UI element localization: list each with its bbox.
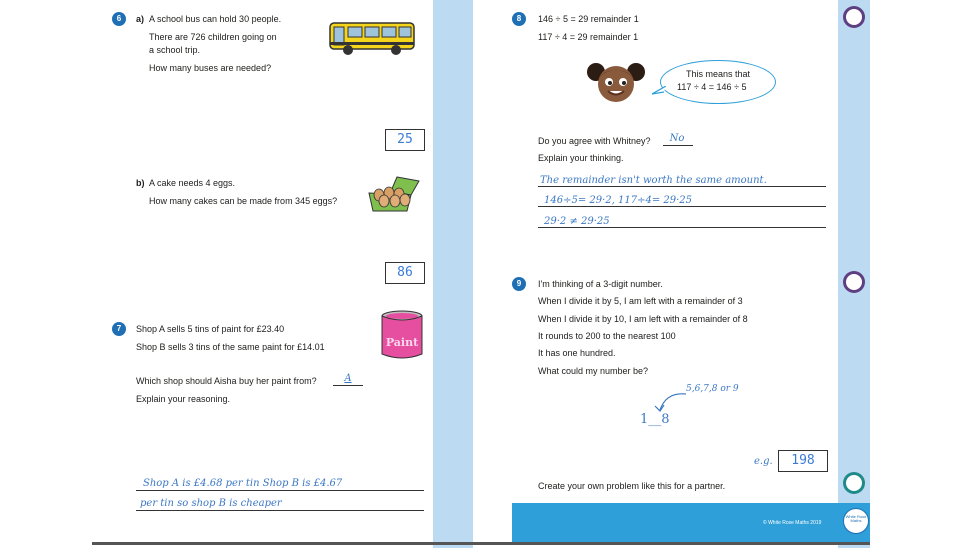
q8-answer[interactable]: No bbox=[669, 133, 685, 144]
q8-answer-rule2 bbox=[538, 206, 826, 207]
paint-tin-illustration bbox=[380, 310, 424, 362]
white-rose-logo-text: White Rose Maths bbox=[845, 514, 867, 523]
q6-a-label: a) bbox=[136, 14, 145, 24]
q7-line4: Explain your reasoning. bbox=[136, 394, 231, 404]
q9-hand-digits: 5,6,7,8 or 9 bbox=[686, 384, 739, 394]
speech-bubble-tail bbox=[652, 83, 666, 93]
q7-line2: Shop B sells 3 tins of the same paint for £14.01 bbox=[136, 342, 325, 352]
q9-answer-box[interactable]: 198 bbox=[778, 450, 828, 472]
q6-a-answer-box[interactable]: 25 bbox=[385, 129, 425, 151]
speech-line1: This means that bbox=[686, 69, 751, 79]
q7-line1: Shop A sells 5 tins of paint for £23.40 bbox=[136, 324, 285, 334]
q8-hand-line2: 146÷5= 29·2, 117÷4= 29·25 bbox=[544, 195, 693, 206]
left-gutter bbox=[0, 0, 92, 548]
whitney-avatar bbox=[586, 60, 646, 106]
q8-hand-line3: 29·2 ≠ 29·25 bbox=[544, 216, 610, 227]
q7-answer-rule2 bbox=[136, 510, 424, 511]
q8-answer-rule3 bbox=[538, 227, 826, 228]
q8-hand-line1: The remainder isn't worth the same amount. bbox=[540, 175, 767, 186]
q7-line3: Which shop should Aisha buy her paint from? bbox=[136, 376, 317, 386]
q7-hand-line2: per tin so shop B is cheaper bbox=[140, 498, 282, 509]
q6-a-line4: How many buses are needed? bbox=[149, 63, 272, 73]
footer-copyright: © White Rose Maths 2019 bbox=[763, 520, 822, 526]
q8-line1: 146 ÷ 5 = 29 remainder 1 bbox=[538, 14, 639, 24]
white-rose-logo bbox=[843, 508, 869, 534]
q7-answer-rule1 bbox=[136, 490, 424, 491]
q9-line2: When I divide it by 5, I am left with a remainder of 3 bbox=[538, 296, 743, 306]
q6-a-line3: a school trip. bbox=[149, 45, 201, 55]
q9-line6: What could my number be? bbox=[538, 366, 649, 376]
q8-answer-line bbox=[663, 145, 693, 146]
q6-b-line2: How many cakes can be made from 345 eggs? bbox=[149, 196, 338, 206]
q6-b-line1: A cake needs 4 eggs. bbox=[149, 178, 236, 188]
q9-line3: When I divide it by 10, I am left with a remainder of 8 bbox=[538, 314, 748, 324]
reasoning-icon-top bbox=[843, 6, 865, 28]
q6-b-label: b) bbox=[136, 178, 145, 188]
paint-label: Paint bbox=[385, 336, 419, 349]
q6-a-line1: A school bus can hold 30 people. bbox=[149, 14, 282, 24]
q8-answer-rule1 bbox=[538, 186, 826, 187]
question-8-number: 8 bbox=[512, 12, 526, 26]
question-6-number: 6 bbox=[112, 12, 126, 26]
center-blue-band bbox=[433, 0, 473, 548]
bottom-rule bbox=[92, 542, 870, 545]
q7-hand-line1: Shop A is £4.68 per tin Shop B is £4.67 bbox=[143, 478, 343, 489]
reasoning-icon-middle bbox=[843, 271, 865, 293]
q9-hand-pattern: 1__8 bbox=[640, 412, 670, 427]
q8-question: Do you agree with Whitney? bbox=[538, 136, 651, 146]
egg-box-illustration bbox=[367, 175, 421, 215]
speech-line2: 117 ÷ 4 = 146 ÷ 5 bbox=[677, 82, 747, 92]
q9-create: Create your own problem like this for a partner. bbox=[538, 481, 726, 491]
q9-line5: It has one hundred. bbox=[538, 348, 616, 358]
q6-b-answer-box[interactable]: 86 bbox=[385, 262, 425, 284]
question-7-number: 7 bbox=[112, 322, 126, 336]
discussion-icon-bottom bbox=[843, 472, 865, 494]
question-9-number: 9 bbox=[512, 277, 526, 291]
q9-line1: I'm thinking of a 3-digit number. bbox=[538, 279, 663, 289]
q9-hand-arrow bbox=[652, 390, 688, 414]
q6-a-line2: There are 726 children going on bbox=[149, 32, 277, 42]
q8-explain: Explain your thinking. bbox=[538, 153, 624, 163]
q7-answer[interactable]: A bbox=[344, 373, 352, 384]
q9-eg: e.g. bbox=[754, 456, 773, 467]
q8-line2: 117 ÷ 4 = 29 remainder 1 bbox=[538, 32, 639, 42]
school-bus-illustration bbox=[328, 20, 418, 56]
q9-line4: It rounds to 200 to the nearest 100 bbox=[538, 331, 676, 341]
q7-answer-line bbox=[333, 385, 363, 386]
